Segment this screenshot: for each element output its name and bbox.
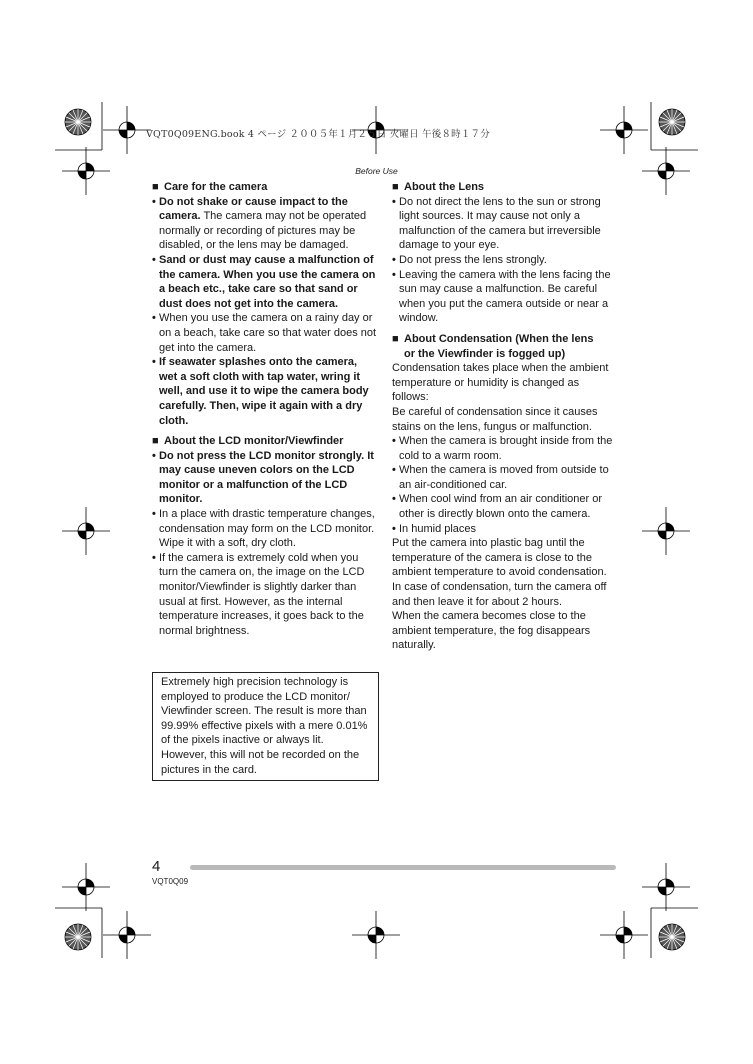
bullet-icon: •	[392, 435, 396, 448]
bullet-icon: •	[392, 493, 396, 506]
bullet-icon: •	[152, 312, 156, 325]
body-text: When the camera becomes close to the ambient temperature, the fog disappears naturally.	[392, 610, 591, 652]
square-icon: ■	[392, 332, 399, 345]
body-text: When cool wind from an air conditioner or other is directly blown onto the camera.	[399, 493, 602, 521]
star-target-icon	[65, 924, 91, 950]
crosshair-icon	[642, 863, 690, 911]
list-item	[152, 253, 378, 311]
list-item	[392, 463, 618, 492]
print-header: VQT0Q09ENG.book 4 ページ ２００５年１月２５日 火曜日 午後８時１７分	[146, 129, 490, 140]
list-item	[152, 355, 378, 428]
square-icon: ■	[152, 435, 159, 448]
list-item	[392, 253, 618, 268]
star-target-icon	[659, 924, 685, 950]
bullet-icon: •	[392, 464, 396, 477]
note-box: Extremely high precision technology is employed to produce the LCD monitor/ Viewfinder screen. The result is more than 99.99% effective pixels with a mere 0.01% of the pixels inactive or always lit. However, this will not be recorded on the pictures in the card.	[152, 672, 379, 781]
list-item	[392, 195, 618, 253]
list-item	[392, 268, 618, 326]
star-target-icon	[659, 109, 685, 135]
right-column	[392, 180, 618, 653]
crosshair-icon	[600, 106, 648, 154]
doc-code: VQT0Q09	[152, 877, 189, 886]
list-item	[152, 195, 378, 253]
body-text: When the camera is brought inside from the cold to a warm room.	[399, 435, 613, 462]
bullet-icon: •	[392, 195, 396, 208]
warning-text: If seawater splashes onto the camera, wet a soft cloth with tap water, wring it well, and use it to wipe the camera body carefully. Then, wipe it again with a dry cloth.	[159, 356, 369, 427]
bullet-icon: •	[392, 268, 396, 281]
left-column	[152, 180, 378, 638]
body-text: Do not direct the lens to the sun or strong light sources. It may cause not only a malfunction of the camera but irreversible damage to your eye.	[399, 195, 601, 252]
square-icon: ■	[152, 181, 159, 193]
care-heading: ■ Care for the camera	[152, 181, 268, 193]
star-target-icon	[65, 109, 91, 135]
crosshair-icon	[62, 863, 110, 911]
body-text: If the camera is extremely cold when you turn the camera on, the image on the LCD monitor/Viewfinder is slightly darker than usual at first. However, as the internal temperature increases, it goes back to the normal brightness.	[159, 551, 365, 637]
warning-text: Sand or dust may cause a malfunction of the camera. When you use the camera on a beach etc., take care so that sand or dust does not get into the camera.	[159, 253, 376, 310]
bullet-icon: •	[152, 508, 156, 521]
warning-text: Do not press the LCD monitor strongly. It may cause uneven colors on the LCD monitor or a malfunction of the LCD monitor.	[159, 449, 374, 506]
crosshair-icon	[642, 507, 690, 555]
list-item	[392, 492, 618, 521]
lens-heading: ■ About the Lens	[392, 181, 485, 193]
bullet-icon: •	[152, 356, 156, 369]
square-icon: ■	[392, 181, 399, 193]
body-text: Condensation takes place when the ambient temperature or humidity is changed as follows:	[392, 362, 609, 404]
list-item	[152, 449, 378, 507]
body-text: Do not press the lens strongly.	[399, 253, 547, 266]
bullet-icon: •	[392, 522, 396, 535]
body-text: Put the camera into plastic bag until the temperature of the camera is close to the ambient temperature to avoid condensation. In case of condensation, turn the camera off and then leave it for about 2 hours.	[392, 537, 607, 608]
footer-rule	[190, 865, 616, 870]
body-text: In humid places	[399, 522, 477, 535]
list-item	[152, 551, 378, 639]
crosshair-icon	[103, 106, 151, 154]
section-label: Before Use	[355, 166, 398, 176]
list-item	[392, 522, 618, 537]
body-text: Leaving the camera with the lens facing the sun may cause a malfunction. Be careful when you put the camera outside or near a window.	[399, 268, 611, 325]
crosshair-icon	[62, 507, 110, 555]
bullet-icon: •	[152, 253, 156, 266]
lcd-heading: ■ About the LCD monitor/Viewfinder	[152, 435, 344, 448]
bullet-icon: •	[152, 551, 156, 564]
body-text: When you use the camera on a rainy day or on a beach, take care so that water does not get into the camera.	[159, 312, 377, 354]
warning-text: Do not shake or cause impact to the camera.	[159, 195, 348, 223]
list-item	[152, 311, 378, 355]
page-number: 4	[152, 858, 161, 875]
bullet-icon: •	[152, 195, 156, 208]
list-item	[392, 434, 618, 463]
list-item	[152, 507, 378, 551]
crosshair-icon	[103, 911, 151, 959]
bullet-icon: •	[392, 253, 396, 266]
bullet-icon: •	[152, 449, 156, 462]
condensation-heading: ■ About Condensation (When the lens or the Viewfinder is fogged up)	[392, 332, 594, 360]
body-text: In a place with drastic temperature changes, condensation may form on the LCD monitor. Wipe it with a soft, dry cloth.	[159, 508, 375, 550]
crosshair-icon	[352, 911, 400, 959]
body-text: When the camera is moved from outside to an air-conditioned car.	[399, 464, 609, 491]
crosshair-icon	[600, 911, 648, 959]
body-text: The camera may not be operated normally or recording of pictures may be disabled, or the lens may be damaged.	[159, 210, 367, 252]
body-text: Be careful of condensation since it causes stains on the lens, fungus or malfunction.	[392, 405, 598, 433]
